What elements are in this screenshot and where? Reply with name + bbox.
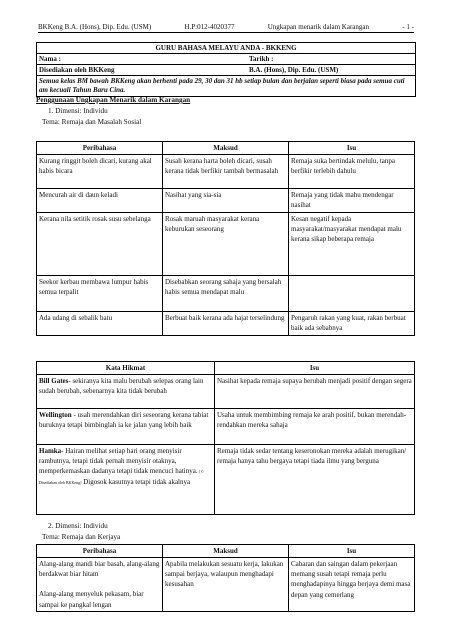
cell [37, 409, 215, 445]
header-phone: H.P:012-4020377 [184, 23, 235, 31]
cell: Pengaruh rakan yang kuat, rakan berbuat baik ada sebabnya [289, 312, 415, 336]
cell-text: Alang-alang menyeluk pekasam, biar sampai ke pangkal lengan [39, 590, 144, 609]
tema-1: Tema: Remaja dan Masalah Sosial [42, 118, 142, 126]
cell: Remaja suka bertindak melulu, tanpa berfikir terlebih dahulu [289, 155, 415, 189]
peribahasa-table-1 [36, 141, 415, 336]
cell [37, 558, 163, 612]
peribahasa-table-2 [36, 544, 415, 612]
tarikh-label: Tarikh : [249, 55, 274, 63]
dimension-2: 2. Dimensi: Individu [48, 522, 108, 530]
cell: Usaha untuk membimbing remaja ke arah positif, bukan merendah-rendahkan mereka sahaja [215, 409, 415, 445]
table-row [37, 276, 415, 312]
nama-label: Nama : [39, 55, 61, 63]
quote-text-tail: Digosok kasutnya tetapi tidak akalnya [81, 477, 191, 486]
kata-hikmat-table [36, 361, 415, 515]
col-header: Isu [289, 545, 415, 558]
cell: Apabila melakukan sesuatu kerja, lakukan sampai berjaya, walaupun menghadapi kesusahan [163, 558, 289, 612]
cell: Remaja yang tidak mahu mendengar nasihat [289, 189, 415, 213]
col-header: Isu [215, 362, 415, 375]
col-header: Peribahasa [37, 142, 163, 155]
col-header: Maksud [163, 545, 289, 558]
col-header: Maksud [163, 142, 289, 155]
dimension-1: 1. Dimensi: Individu [48, 107, 108, 115]
disediakan-label: Disediakan oleh BKKeng [39, 66, 115, 74]
table-row [37, 375, 415, 409]
cell: Nasihat yang sia-sia [163, 189, 289, 213]
cell [37, 445, 215, 515]
table-row [37, 558, 415, 612]
quote-author: Wellington [39, 411, 72, 420]
cell: Disebabkan seorang sahaja yang bersalah habis semua mendapat malu [163, 276, 289, 312]
copyright-note: [© Disediakan oleh BKKeng] [39, 469, 204, 485]
quote-text: - usah merendahkan diri seseorang kerana tabiat buruknya tetapi bimbinglah ia ke jalan yang lebih baik [39, 411, 209, 430]
cell: Berbuat baik kerana ada hajat terselindung [163, 312, 289, 336]
table-row [37, 155, 415, 189]
col-header: Kata Hikmat [37, 362, 215, 375]
header-author: BKKeng B.A. (Hons), Dip. Edu. (USM) [38, 23, 152, 31]
cell: Cabaran dan saingan dalam pekerjaan memang susah tetapi remaja perlu menghadapinya hingga berjaya demi masa depan yang cemerlang [289, 558, 415, 612]
cell: Rosak maruah masyarakat kerana keburukan seseorang [163, 213, 289, 276]
quote-text: - sekiranya kita malu berubah selepas orang lain sudah berubah, sebenarnya kita tidak berubah [39, 377, 204, 396]
cell: Mencurah air di daun keladi [37, 189, 163, 213]
class-note: Semua kelas BM bawah BKKeng akan berhenti pada 29, 30 dan 31 hb setiap bulan dan berjalan seperti biasa pada semua cuti am kecuali Tahun Baru Cina. [39, 77, 405, 94]
cell: Susah kerana harta boleh dicari, susah kerana tidak berfikir tambah bermasalah [163, 155, 289, 189]
cell [37, 375, 215, 409]
table-row [37, 312, 415, 336]
cell: Nasihat kepada remaja supaya berubah menjadi positif dengan segera [215, 375, 415, 409]
quote-author: Bill Gates [39, 377, 69, 386]
info-title: GURU BAHASA MELAYU ANDA - BKKENG [37, 43, 415, 54]
section-title: Penggunaan Ungkapan Menarik dalam Karangan [36, 96, 191, 104]
table-row [37, 189, 415, 213]
page-header [38, 23, 414, 33]
cell: Kerana nila setitik rosak susu sebelanga [37, 213, 163, 276]
qualification: B.A. (Hons), Dip. Edu. (USM) [249, 66, 339, 74]
cell: Ada udang di sebalik batu [37, 312, 163, 336]
cell: Kurang ringgit boleh dicari, kurang akal habis bicara [37, 155, 163, 189]
info-box [36, 42, 416, 97]
cell: Remaja tidak sedar tentang keseronokan mereka adalah merugikan/ remaja hanya tahu bergaya tetapi tiada ilmu yang berguna [215, 445, 415, 515]
header-page: - 1 - [402, 23, 414, 31]
table-row [37, 445, 415, 515]
cell-text: Alang-alang mandi biar basah, alang-alang berdakwat biar hitam [39, 560, 160, 579]
cell: Seekor kerbau membawa lumpur habis semua terpalit [37, 276, 163, 312]
col-header: Peribahasa [37, 545, 163, 558]
col-header: Isu [289, 142, 415, 155]
quote-text: - Hairan melihat setiap hari orang menyisir rambutnya, tetapi tidak pernah menyisir otaknya, memperkemaskan dadanya tetapi tidak mencuci hatinya. [39, 447, 200, 476]
cell: Kesan negatif kepada masyarakat/masyarakat mendapat malu kerana sikap beberapa remaja [289, 213, 415, 276]
tema-2: Tema: Remaja dan Kerjaya [42, 533, 121, 541]
quote-author: Hamka [39, 447, 62, 456]
table-row [37, 213, 415, 276]
table-row [37, 409, 415, 445]
cell [289, 276, 415, 312]
header-topic: Ungkapan menarik dalam Karangan [267, 23, 370, 31]
